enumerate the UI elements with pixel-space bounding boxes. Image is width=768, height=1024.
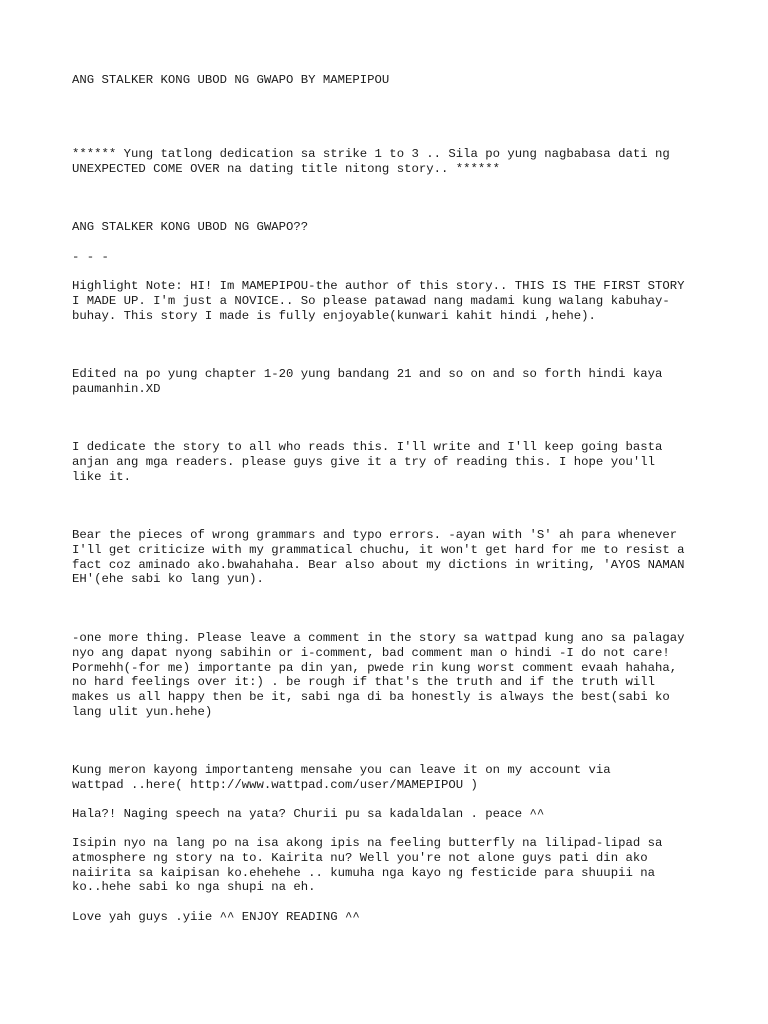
story-heading: ANG STALKER KONG UBOD NG GWAPO?? [72, 220, 309, 234]
speech-paragraph: Hala?! Naging speech na yata? Churii pu sa kadaldalan . peace ^^ [72, 807, 545, 821]
contact-paragraph: Kung meron kayong importanteng mensahe you can leave it on my account via wattpad ..here( http://www.wattpad.com/user/MAMEPIPOU ) [72, 763, 611, 792]
document-title: ANG STALKER KONG UBOD NG GWAPO BY MAMEPIPOU [72, 73, 390, 87]
separator: - - - [72, 250, 109, 264]
comment-request-paragraph: -one more thing. Please leave a comment in the story sa wattpad kung ano sa palagay nyo ang dapat nyong sabihin or i-comment, bad comment man o hindi -I do not care! Pormehh(-for me) importante pa din yan, pwede rin kung worst comment evaah hahaha, no hard feelings over it:) . be rough if that's the truth and if the truth will makes us all happy then be it, sabi nga di ba honestly is always the best(sabi ko lang ulit yun.hehe) [72, 631, 685, 719]
butterfly-paragraph: Isipin nyo na lang po na isa akong ipis na feeling butterfly na lilipad-lipad sa atmosphere ng story na to. Kairita nu? Well you're not alone guys pati din ako naiirita sa kaipisan ko.ehehehe .. kumuha nga kayo ng festicide para shuupii na ko..hehe sabi ko nga shupi na eh. [72, 836, 663, 895]
grammar-note-paragraph: Bear the pieces of wrong grammars and typo errors. -ayan with 'S' ah para whenever I'll get criticize with my grammatical chuchu, it won't get hard for me to resist a fact coz aminado ako.bwahahaha. Bear also about my dictions in writing, 'AYOS NAMAN EH'(ehe sabi ko lang yun). [72, 528, 685, 587]
highlight-note-paragraph: Highlight Note: HI! Im MAMEPIPOU-the author of this story.. THIS IS THE FIRST STORY I MADE UP. I'm just a NOVICE.. So please patawad nang madami kung walang kabuhay- buhay. This story I made is fully enjoyable(kunwari kahit hindi ,hehe). [72, 279, 685, 323]
dedication-paragraph: I dedicate the story to all who reads this. I'll write and I'll keep going basta anjan ang mga readers. please guys give it a try of reading this. I hope you'll like it. [72, 440, 663, 484]
dedication-note: ****** Yung tatlong dedication sa strike 1 to 3 .. Sila po yung nagbabasa dati ng UNEXPECTED COME OVER na dating title nitong story.. ****** [72, 147, 670, 176]
edit-note-paragraph: Edited na po yung chapter 1-20 yung bandang 21 and so on and so forth hindi kaya paumanhin.XD [72, 367, 663, 396]
closing-line: Love yah guys .yiie ^^ ENJOY READING ^^ [72, 910, 360, 924]
